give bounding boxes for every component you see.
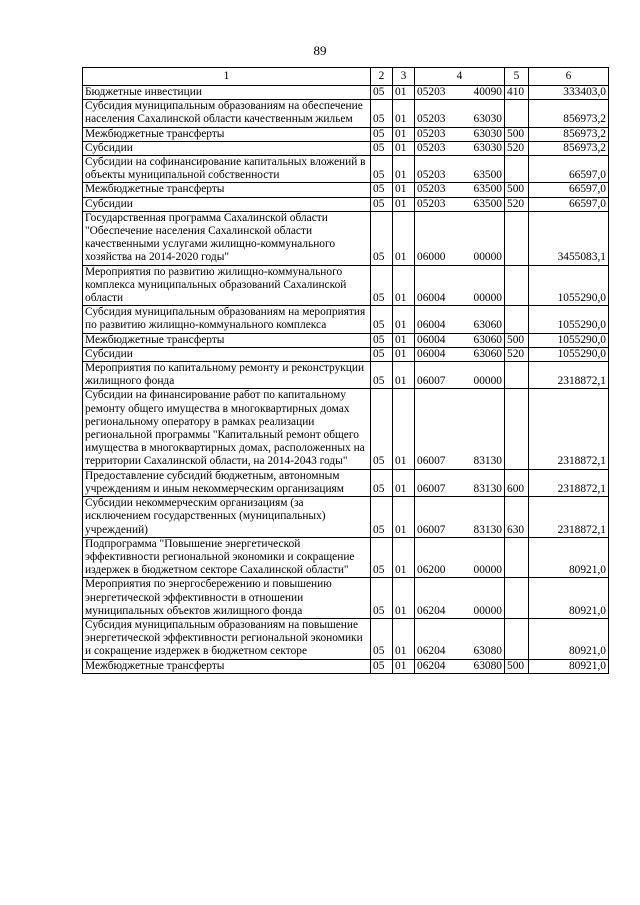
row-section: 05 bbox=[371, 141, 393, 155]
row-expense-type bbox=[505, 362, 529, 389]
row-amount: 66597,0 bbox=[529, 183, 609, 197]
row-name: Субсидии некоммерческим организациям (за исключением государственных (муниципальных) учреждений) bbox=[83, 497, 371, 538]
row-expense-type bbox=[505, 156, 529, 183]
row-name: Субсидии bbox=[83, 197, 371, 211]
row-subsection: 01 bbox=[393, 141, 415, 155]
row-section: 05 bbox=[371, 127, 393, 141]
row-subsection: 01 bbox=[393, 86, 415, 100]
row-target-article bbox=[415, 156, 505, 183]
row-amount: 80921,0 bbox=[529, 578, 609, 619]
table-row bbox=[83, 183, 609, 197]
row-section: 05 bbox=[371, 497, 393, 538]
row-target-article-direction: 00000 bbox=[473, 251, 502, 264]
row-target-article-program: 06204 bbox=[417, 645, 446, 658]
row-target-article-program: 06007 bbox=[417, 455, 446, 468]
row-subsection: 01 bbox=[393, 211, 415, 265]
row-name: Субсидия муниципальным образованиям на обеспечение населения Сахалинской области качественным жильем bbox=[83, 100, 371, 127]
row-target-article-direction: 00000 bbox=[473, 375, 502, 388]
row-amount: 2318872,1 bbox=[529, 362, 609, 389]
row-target-article bbox=[415, 100, 505, 127]
table-row bbox=[83, 659, 609, 673]
row-expense-type bbox=[505, 618, 529, 659]
table-row bbox=[83, 127, 609, 141]
row-section: 05 bbox=[371, 578, 393, 619]
row-target-article bbox=[415, 389, 505, 469]
row-name: Государственная программа Сахалинской области "Обеспечение населения Сахалинской области качественными услугами жилищно-коммунального хозяйства на 2014-2020 годы" bbox=[83, 211, 371, 265]
row-target-article bbox=[415, 659, 505, 673]
table-row bbox=[83, 469, 609, 496]
row-target-article bbox=[415, 537, 505, 578]
table-row bbox=[83, 333, 609, 347]
row-target-article-program: 05203 bbox=[417, 169, 446, 182]
row-target-article-program: 05203 bbox=[417, 183, 446, 196]
row-amount: 80921,0 bbox=[529, 618, 609, 659]
row-amount: 856973,2 bbox=[529, 127, 609, 141]
row-name: Субсидии bbox=[83, 141, 371, 155]
row-amount: 333403,0 bbox=[529, 86, 609, 100]
row-expense-type bbox=[505, 389, 529, 469]
row-section: 05 bbox=[371, 211, 393, 265]
row-target-article-direction: 00000 bbox=[473, 292, 502, 305]
row-amount: 66597,0 bbox=[529, 197, 609, 211]
row-target-article-direction: 00000 bbox=[473, 564, 502, 577]
row-subsection: 01 bbox=[393, 197, 415, 211]
table-header bbox=[83, 68, 609, 86]
row-target-article-program: 06200 bbox=[417, 564, 446, 577]
row-subsection: 01 bbox=[393, 578, 415, 619]
table-row bbox=[83, 306, 609, 333]
row-target-article bbox=[415, 211, 505, 265]
row-expense-type: 500 bbox=[505, 127, 529, 141]
row-expense-type bbox=[505, 537, 529, 578]
row-name: Субсидии bbox=[83, 347, 371, 361]
row-target-article bbox=[415, 497, 505, 538]
row-target-article-program: 06007 bbox=[417, 375, 446, 388]
row-target-article-direction: 63030 bbox=[473, 113, 502, 126]
row-target-article-direction: 63060 bbox=[473, 333, 502, 346]
row-target-article-direction: 83130 bbox=[473, 455, 502, 468]
row-expense-type bbox=[505, 265, 529, 306]
row-target-article bbox=[415, 618, 505, 659]
column-header: 2 bbox=[371, 68, 393, 86]
row-target-article-direction: 40090 bbox=[473, 86, 502, 98]
row-section: 05 bbox=[371, 537, 393, 578]
row-subsection: 01 bbox=[393, 469, 415, 496]
row-subsection: 01 bbox=[393, 306, 415, 333]
row-section: 05 bbox=[371, 100, 393, 127]
row-target-article-direction: 63030 bbox=[473, 127, 502, 140]
row-name: Мероприятия по капитальному ремонту и реконструкции жилищного фонда bbox=[83, 362, 371, 389]
row-target-article bbox=[415, 347, 505, 361]
row-target-article bbox=[415, 306, 505, 333]
row-target-article-program: 06004 bbox=[417, 292, 446, 305]
table-row bbox=[83, 618, 609, 659]
table-row bbox=[83, 86, 609, 100]
row-target-article bbox=[415, 127, 505, 141]
table-row bbox=[83, 537, 609, 578]
table-row bbox=[83, 578, 609, 619]
row-expense-type bbox=[505, 578, 529, 619]
row-target-article-direction: 63060 bbox=[473, 319, 502, 332]
row-name: Межбюджетные трансферты bbox=[83, 333, 371, 347]
row-subsection: 01 bbox=[393, 659, 415, 673]
row-target-article-direction: 63060 bbox=[473, 347, 502, 360]
row-target-article bbox=[415, 265, 505, 306]
row-name: Субсидии на софинансирование капитальных вложений в объекты муниципальной собственности bbox=[83, 156, 371, 183]
row-amount: 80921,0 bbox=[529, 537, 609, 578]
row-target-article-program: 06204 bbox=[417, 659, 446, 672]
column-header: 5 bbox=[505, 68, 529, 86]
row-name: Предоставление субсидий бюджетным, автономным учреждениям и иным некоммерческим организациям bbox=[83, 469, 371, 496]
row-subsection: 01 bbox=[393, 347, 415, 361]
row-name: Субсидия муниципальным образованиям на повышение энергетической эффективности региональной экономики и сокращение издержек в бюджетном секторе bbox=[83, 618, 371, 659]
row-expense-type bbox=[505, 100, 529, 127]
row-target-article-program: 06000 bbox=[417, 251, 446, 264]
row-target-article bbox=[415, 578, 505, 619]
table-row bbox=[83, 265, 609, 306]
row-section: 05 bbox=[371, 389, 393, 469]
row-target-article-program: 06204 bbox=[417, 604, 446, 617]
row-target-article-program: 05203 bbox=[417, 113, 446, 126]
row-name: Бюджетные инвестиции bbox=[83, 86, 371, 100]
table-row bbox=[83, 497, 609, 538]
row-target-article-direction: 00000 bbox=[473, 604, 502, 617]
table-row bbox=[83, 100, 609, 127]
row-amount: 1055290,0 bbox=[529, 333, 609, 347]
row-subsection: 01 bbox=[393, 618, 415, 659]
table-row bbox=[83, 347, 609, 361]
row-amount: 66597,0 bbox=[529, 156, 609, 183]
row-section: 05 bbox=[371, 659, 393, 673]
row-expense-type: 520 bbox=[505, 347, 529, 361]
row-name: Мероприятия по развитию жилищно-коммунального комплекса муниципальных образований Сахалинской области bbox=[83, 265, 371, 306]
row-section: 05 bbox=[371, 469, 393, 496]
table-body bbox=[83, 86, 609, 674]
row-target-article-program: 05203 bbox=[417, 127, 446, 140]
row-target-article bbox=[415, 333, 505, 347]
row-target-article-program: 06007 bbox=[417, 482, 446, 495]
row-target-article-program: 06007 bbox=[417, 523, 446, 536]
row-target-article bbox=[415, 183, 505, 197]
table-row bbox=[83, 141, 609, 155]
row-section: 05 bbox=[371, 156, 393, 183]
row-target-article bbox=[415, 469, 505, 496]
row-section: 05 bbox=[371, 362, 393, 389]
row-subsection: 01 bbox=[393, 183, 415, 197]
row-amount: 1055290,0 bbox=[529, 347, 609, 361]
row-expense-type: 520 bbox=[505, 197, 529, 211]
column-header: 4 bbox=[415, 68, 505, 86]
row-name: Субсидия муниципальным образованиям на мероприятия по развитию жилищно-коммунального комплекса bbox=[83, 306, 371, 333]
row-amount: 3455083,1 bbox=[529, 211, 609, 265]
row-subsection: 01 bbox=[393, 389, 415, 469]
row-expense-type: 630 bbox=[505, 497, 529, 538]
row-expense-type: 520 bbox=[505, 141, 529, 155]
table-row bbox=[83, 362, 609, 389]
row-target-article-direction: 63080 bbox=[473, 645, 502, 658]
row-name: Подпрограмма "Повышение энергетической эффективности региональной экономики и сокращение издержек в бюджетном секторе Сахалинской области" bbox=[83, 537, 371, 578]
row-target-article-direction: 83130 bbox=[473, 482, 502, 495]
row-subsection: 01 bbox=[393, 537, 415, 578]
row-target-article bbox=[415, 197, 505, 211]
row-name: Мероприятия по энергосбережению и повышению энергетической эффективности в отношении муниципальных объектов жилищного фонда bbox=[83, 578, 371, 619]
row-target-article-direction: 83130 bbox=[473, 523, 502, 536]
row-target-article-program: 05203 bbox=[417, 86, 446, 98]
column-header: 1 bbox=[83, 68, 371, 86]
row-section: 05 bbox=[371, 197, 393, 211]
table-row bbox=[83, 197, 609, 211]
row-amount: 1055290,0 bbox=[529, 306, 609, 333]
row-target-article-direction: 63080 bbox=[473, 659, 502, 672]
row-subsection: 01 bbox=[393, 497, 415, 538]
row-amount: 856973,2 bbox=[529, 141, 609, 155]
row-amount: 2318872,1 bbox=[529, 497, 609, 538]
row-subsection: 01 bbox=[393, 156, 415, 183]
row-expense-type: 500 bbox=[505, 183, 529, 197]
row-target-article-program: 05203 bbox=[417, 197, 446, 210]
row-section: 05 bbox=[371, 306, 393, 333]
row-subsection: 01 bbox=[393, 333, 415, 347]
row-section: 05 bbox=[371, 333, 393, 347]
row-expense-type bbox=[505, 211, 529, 265]
row-target-article bbox=[415, 86, 505, 100]
row-target-article-direction: 63030 bbox=[473, 141, 502, 154]
page-number: 89 bbox=[313, 43, 327, 58]
row-expense-type: 410 bbox=[505, 86, 529, 100]
table-row bbox=[83, 156, 609, 183]
row-target-article-direction: 63500 bbox=[473, 197, 502, 210]
row-target-article-program: 06004 bbox=[417, 319, 446, 332]
row-target-article-program: 05203 bbox=[417, 141, 446, 154]
row-subsection: 01 bbox=[393, 100, 415, 127]
row-subsection: 01 bbox=[393, 127, 415, 141]
column-header: 3 bbox=[393, 68, 415, 86]
row-subsection: 01 bbox=[393, 265, 415, 306]
row-target-article-direction: 63500 bbox=[473, 183, 502, 196]
row-name: Межбюджетные трансферты bbox=[83, 183, 371, 197]
row-section: 05 bbox=[371, 86, 393, 100]
budget-table bbox=[82, 67, 609, 674]
row-name: Межбюджетные трансферты bbox=[83, 127, 371, 141]
column-header: 6 bbox=[529, 68, 609, 86]
row-section: 05 bbox=[371, 347, 393, 361]
row-section: 05 bbox=[371, 183, 393, 197]
row-amount: 80921,0 bbox=[529, 659, 609, 673]
row-expense-type: 600 bbox=[505, 469, 529, 496]
row-amount: 856973,2 bbox=[529, 100, 609, 127]
row-amount: 2318872,1 bbox=[529, 469, 609, 496]
row-section: 05 bbox=[371, 265, 393, 306]
row-target-article-direction: 63500 bbox=[473, 169, 502, 182]
row-amount: 1055290,0 bbox=[529, 265, 609, 306]
row-expense-type: 500 bbox=[505, 333, 529, 347]
row-section: 05 bbox=[371, 618, 393, 659]
row-subsection: 01 bbox=[393, 362, 415, 389]
row-amount: 2318872,1 bbox=[529, 389, 609, 469]
row-target-article bbox=[415, 141, 505, 155]
table-row bbox=[83, 211, 609, 265]
table-row bbox=[83, 389, 609, 469]
row-target-article bbox=[415, 362, 505, 389]
row-name: Субсидии на финансирование работ по капитальному ремонту общего имущества в многоквартирных домах региональному оператору в рамках реализации региональной программы "Капитальный ремонт общего имущества в многоквартирных домах, расположенных на территории Сахалинской области, на 2014-2043 годы" bbox=[83, 389, 371, 469]
row-target-article-program: 06004 bbox=[417, 333, 446, 346]
row-expense-type bbox=[505, 306, 529, 333]
row-name: Межбюджетные трансферты bbox=[83, 659, 371, 673]
row-target-article-program: 06004 bbox=[417, 347, 446, 360]
row-expense-type: 500 bbox=[505, 659, 529, 673]
